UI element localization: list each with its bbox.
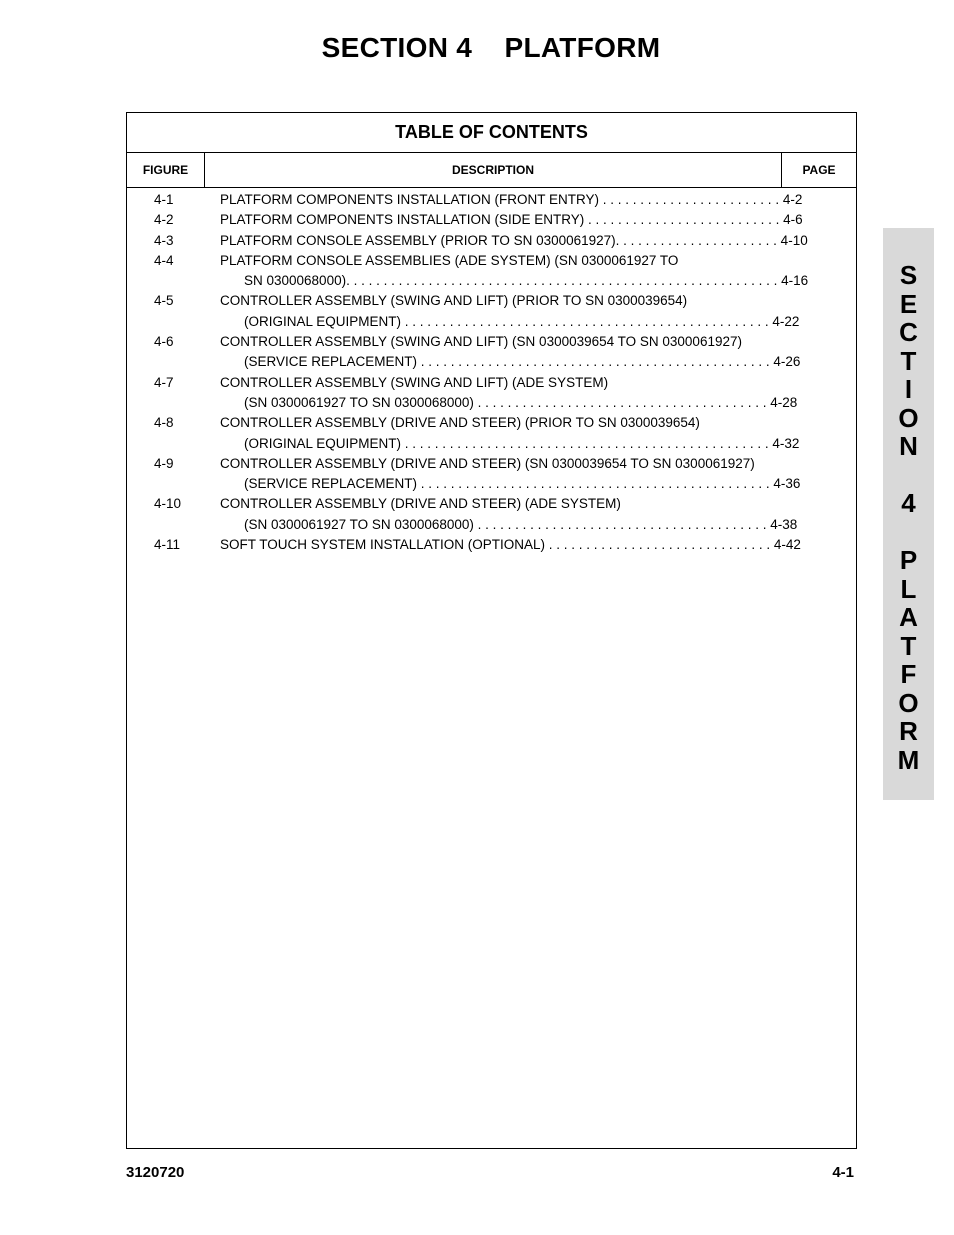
toc-entry-row [127,434,856,454]
header-page: PAGE [802,163,836,177]
toc-entry-text: (SERVICE REPLACEMENT) . . . . . . . . . . . . . . . . . . . . . . . . . . . . . . . . . . . . . . . . . . . . . . . 4-36 [244,476,801,492]
side-tab-letter: I [904,374,913,404]
toc-entry-text: (SN 0300061927 TO SN 0300068000) . . . . . . . . . . . . . . . . . . . . . . . . . . . . . . . . . . . . . . . 4-28 [244,394,798,410]
toc-entry-row [127,515,856,535]
toc-figure-number: 4-5 [154,293,174,309]
table-of-contents [126,112,857,1149]
toc-entry-text: PLATFORM CONSOLE ASSEMBLIES (ADE SYSTEM) (SN 0300061927 TO [220,252,679,268]
toc-entry-text: PLATFORM CONSOLE ASSEMBLY (PRIOR TO SN 0300061927). . . . . . . . . . . . . . . . . . . . . . 4-10 [220,232,808,248]
toc-entry-text: CONTROLLER ASSEMBLY (DRIVE AND STEER) (ADE SYSTEM) [220,496,621,512]
toc-entry-text: CONTROLLER ASSEMBLY (SWING AND LIFT) (SN 0300039654 TO SN 0300061927) [220,334,742,350]
side-tab-letter: E [899,288,918,319]
side-tab-letter: O [898,687,919,718]
side-tab-letter: R [899,716,918,746]
toc-entry-text: CONTROLLER ASSEMBLY (SWING AND LIFT) (ADE SYSTEM) [220,374,609,390]
side-tab-letter: T [900,630,917,661]
side-tab-letter [883,518,934,547]
toc-entry-row [127,535,856,555]
toc-figure-number: 4-11 [154,537,181,553]
toc-entry-row [127,251,856,271]
side-tab-letter: S [899,260,918,290]
toc-entry-row [127,413,856,433]
side-tab-letter: 4 [901,488,916,518]
toc-entry-text: CONTROLLER ASSEMBLY (DRIVE AND STEER) (SN 0300039654 TO SN 0300061927) [220,455,755,471]
toc-entry-row [127,494,856,514]
toc-entry-text: (ORIGINAL EQUIPMENT) . . . . . . . . . . . . . . . . . . . . . . . . . . . . . . . . . . . . . . . . . . . . . . . . . 4-32 [244,435,800,451]
toc-entry-text: PLATFORM COMPONENTS INSTALLATION (SIDE ENTRY) . . . . . . . . . . . . . . . . . . . . . . . . . . 4-6 [220,212,803,228]
toc-entry-row [127,210,856,230]
side-tab-letter: L [900,573,917,604]
toc-entry-text: (SN 0300061927 TO SN 0300068000) . . . . . . . . . . . . . . . . . . . . . . . . . . . . . . . . . . . . . . . 4-38 [244,516,798,532]
toc-figure-number: 4-1 [154,192,174,207]
toc-title: TABLE OF CONTENTS [127,113,856,153]
header-figure: FIGURE [127,153,205,187]
section-side-tab [883,228,934,800]
toc-figure-number: 4-6 [154,334,174,350]
toc-entry-row [127,190,856,210]
toc-entries [127,188,856,555]
page-number: 4-1 [832,1164,854,1181]
toc-figure-number: 4-10 [154,496,182,512]
toc-entry-text: CONTROLLER ASSEMBLY (DRIVE AND STEER) (PRIOR TO SN 0300039654) [220,415,700,431]
toc-entry-text: (SERVICE REPLACEMENT) . . . . . . . . . . . . . . . . . . . . . . . . . . . . . . . . . . . . . . . . . . . . . . . 4-26 [244,354,801,370]
toc-entry-row [127,332,856,352]
toc-header-row [127,153,856,188]
toc-entry-row [127,373,856,393]
toc-entry-row [127,454,856,474]
toc-entry-row [127,312,856,332]
side-tab-letters [883,261,934,774]
side-tab-letter: T [900,345,917,376]
toc-entry-row [127,231,856,251]
toc-figure-number: 4-3 [154,232,174,248]
toc-figure-number: 4-4 [154,252,174,268]
side-tab-letter: O [898,402,919,433]
toc-entry-row [127,393,856,413]
toc-figure-number: 4-8 [154,415,174,431]
toc-entry-row [127,474,856,494]
side-tab-letter [883,461,934,490]
side-tab-letter: P [899,545,918,575]
toc-figure-number: 4-2 [154,212,174,228]
toc-entry-text: CONTROLLER ASSEMBLY (SWING AND LIFT) (PRIOR TO SN 0300039654) [220,293,688,309]
toc-figure-number: 4-9 [154,455,174,471]
toc-entry-row [127,352,856,372]
side-tab-letter: N [899,431,918,461]
document-number: 3120720 [126,1164,185,1181]
toc-entry-text: (ORIGINAL EQUIPMENT) . . . . . . . . . . . . . . . . . . . . . . . . . . . . . . . . . . . . . . . . . . . . . . . . . 4-22 [244,313,800,329]
side-tab-letter: C [899,317,918,347]
side-tab-letter: M [897,744,920,775]
section-title: SECTION 4 PLATFORM [321,32,661,63]
toc-entry-row [127,271,856,291]
header-description: DESCRIPTION [205,153,782,187]
toc-entry-text: SOFT TOUCH SYSTEM INSTALLATION (OPTIONAL) . . . . . . . . . . . . . . . . . . . . . . . . . . . . . . 4-42 [220,537,801,553]
toc-entry-text: PLATFORM COMPONENTS INSTALLATION (FRONT ENTRY) . . . . . . . . . . . . . . . . . . . . . . . . 4-2 [220,192,803,207]
toc-entry-row [127,291,856,311]
toc-entry-text: SN 0300068000). . . . . . . . . . . . . . . . . . . . . . . . . . . . . . . . . . . . . . . . . . . . . . . . . . . . . . . . . . 4-16 [244,273,809,289]
toc-figure-number: 4-7 [154,374,174,390]
side-tab-letter: A [899,602,918,632]
side-tab-letter: F [900,659,917,689]
